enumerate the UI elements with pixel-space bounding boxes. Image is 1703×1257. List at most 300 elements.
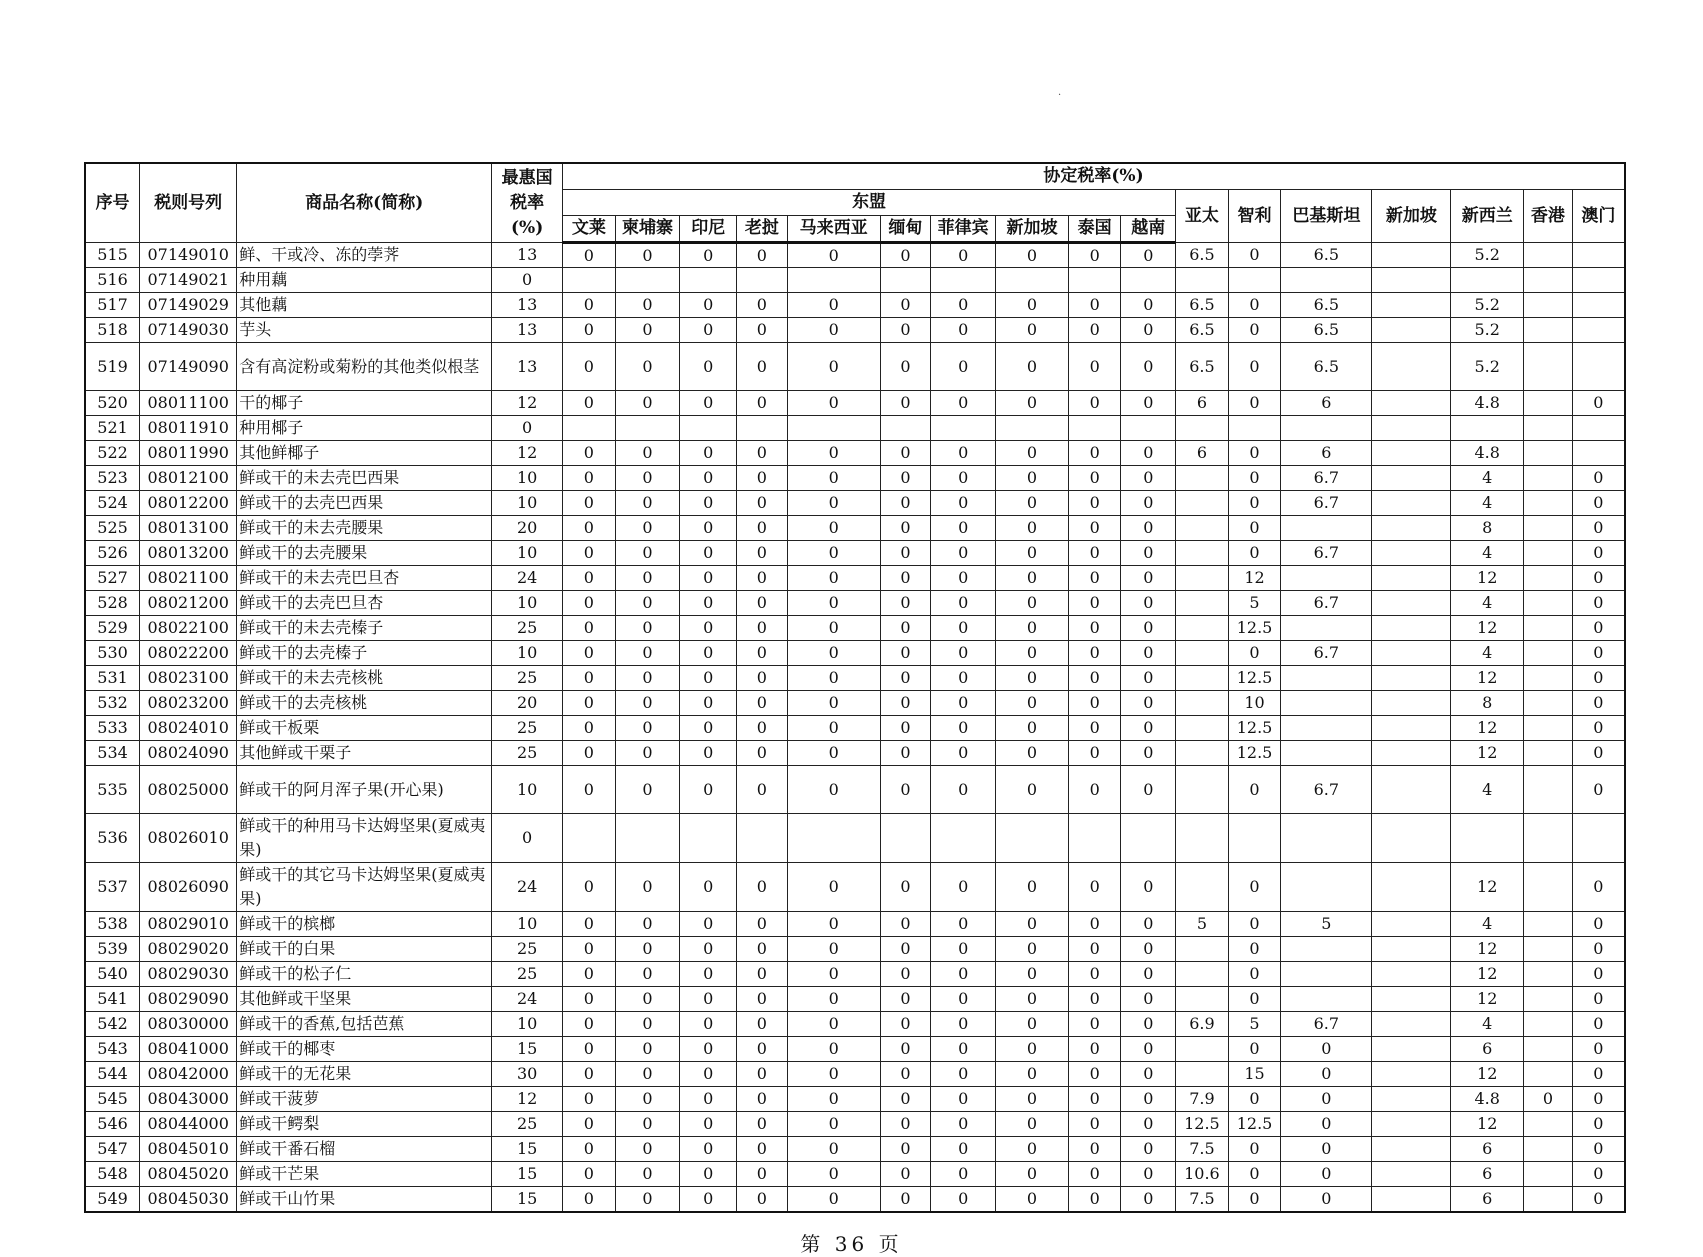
cell-seq: 540 — [85, 962, 140, 987]
cell-hk-rate — [1524, 268, 1573, 293]
cell-name: 鲜或干的松子仁 — [237, 962, 492, 987]
cell-asean-rate: 0 — [563, 566, 616, 591]
cell-singapore-rate — [1372, 516, 1451, 541]
cell-asean-rate: 0 — [615, 591, 680, 616]
cell-asean-rate: 0 — [1068, 1012, 1121, 1037]
cell-name: 其他鲜或干坚果 — [237, 987, 492, 1012]
cell-apta-rate — [1176, 268, 1229, 293]
table-row — [85, 741, 1625, 766]
cell-hk-rate — [1524, 641, 1573, 666]
cell-asean-rate: 0 — [880, 1187, 931, 1213]
cell-asean-rate: 0 — [996, 1137, 1069, 1162]
cell-asean-rate: 0 — [737, 962, 788, 987]
cell-mfn: 10 — [492, 1012, 563, 1037]
cell-asean-rate: 0 — [931, 1087, 996, 1112]
cell-asean-rate — [996, 416, 1069, 441]
cell-macau-rate: 0 — [1572, 716, 1625, 741]
cell-apta-rate: 12.5 — [1176, 1112, 1229, 1137]
cell-asean-rate: 0 — [880, 343, 931, 391]
cell-macau-rate: 0 — [1572, 541, 1625, 566]
cell-mfn: 0 — [492, 814, 563, 863]
cell-seq: 541 — [85, 987, 140, 1012]
cell-macau-rate: 0 — [1572, 691, 1625, 716]
cell-asean-rate: 0 — [680, 1187, 737, 1213]
cell-apta-rate — [1176, 591, 1229, 616]
cell-asean-rate: 0 — [1068, 766, 1121, 814]
cell-chile-rate: 0 — [1228, 441, 1281, 466]
cell-macau-rate: 0 — [1572, 1037, 1625, 1062]
cell-asean-rate: 0 — [1121, 666, 1176, 691]
cell-asean-rate: 0 — [680, 1012, 737, 1037]
cell-asean-rate: 0 — [1068, 541, 1121, 566]
table-row — [85, 343, 1625, 391]
cell-asean-rate: 0 — [1121, 1037, 1176, 1062]
cell-name: 鲜或干的种用马卡达姆坚果(夏威夷果) — [237, 814, 492, 863]
cell-asean-rate: 0 — [1068, 566, 1121, 591]
cell-code: 08045010 — [140, 1137, 237, 1162]
cell-asean-rate: 0 — [996, 1037, 1069, 1062]
cell-asean-rate: 0 — [680, 641, 737, 666]
cell-asean-rate: 0 — [615, 343, 680, 391]
cell-asean-rate: 0 — [931, 691, 996, 716]
cell-macau-rate: 0 — [1572, 987, 1625, 1012]
table-header — [85, 163, 1625, 243]
table-row — [85, 912, 1625, 937]
cell-asean-rate: 0 — [563, 987, 616, 1012]
cell-nz-rate — [1451, 268, 1524, 293]
cell-mfn: 20 — [492, 516, 563, 541]
cell-pakistan-rate: 0 — [1281, 1137, 1372, 1162]
cell-code: 08029090 — [140, 987, 237, 1012]
cell-seq: 523 — [85, 466, 140, 491]
cell-asean-rate: 0 — [880, 591, 931, 616]
cell-asean-rate: 0 — [1068, 691, 1121, 716]
cell-asean-rate: 0 — [1068, 466, 1121, 491]
table-row — [85, 691, 1625, 716]
cell-name: 其他鲜椰子 — [237, 441, 492, 466]
cell-apta-rate: 6.9 — [1176, 1012, 1229, 1037]
cell-seq: 534 — [85, 741, 140, 766]
cell-asean-rate: 0 — [680, 741, 737, 766]
cell-asean-rate: 0 — [787, 441, 880, 466]
cell-asean-rate: 0 — [563, 243, 616, 268]
cell-asean-rate: 0 — [680, 516, 737, 541]
cell-code: 08025000 — [140, 766, 237, 814]
cell-asean-rate: 0 — [615, 441, 680, 466]
cell-asean-rate: 0 — [787, 1012, 880, 1037]
cell-asean-rate: 0 — [615, 1137, 680, 1162]
cell-mfn: 12 — [492, 391, 563, 416]
table-row — [85, 863, 1625, 912]
header-myanmar: 缅甸 — [880, 216, 931, 243]
table-row — [85, 1162, 1625, 1187]
cell-hk-rate — [1524, 1187, 1573, 1213]
cell-macau-rate — [1572, 441, 1625, 466]
cell-pakistan-rate: 6.7 — [1281, 491, 1372, 516]
cell-asean-rate: 0 — [563, 1037, 616, 1062]
cell-name: 种用椰子 — [237, 416, 492, 441]
cell-asean-rate: 0 — [680, 962, 737, 987]
cell-asean-rate — [563, 268, 616, 293]
cell-seq: 532 — [85, 691, 140, 716]
cell-chile-rate: 0 — [1228, 1087, 1281, 1112]
cell-asean-rate — [615, 416, 680, 441]
cell-apta-rate: 6.5 — [1176, 293, 1229, 318]
cell-asean-rate: 0 — [1068, 912, 1121, 937]
cell-asean-rate: 0 — [880, 962, 931, 987]
cell-apta-rate: 5 — [1176, 912, 1229, 937]
cell-nz-rate: 4 — [1451, 591, 1524, 616]
cell-asean-rate: 0 — [996, 1112, 1069, 1137]
cell-chile-rate: 0 — [1228, 343, 1281, 391]
cell-macau-rate — [1572, 416, 1625, 441]
cell-asean-rate: 0 — [931, 1037, 996, 1062]
cell-asean-rate: 0 — [1121, 691, 1176, 716]
cell-asean-rate: 0 — [787, 691, 880, 716]
cell-asean-rate: 0 — [1068, 1187, 1121, 1213]
cell-asean-rate: 0 — [737, 1112, 788, 1137]
cell-pakistan-rate: 6.7 — [1281, 1012, 1372, 1037]
cell-name: 鲜或干的无花果 — [237, 1062, 492, 1087]
cell-mfn: 24 — [492, 863, 563, 912]
cell-asean-rate: 0 — [996, 1062, 1069, 1087]
cell-asean-rate: 0 — [880, 1037, 931, 1062]
cell-asean-rate: 0 — [680, 616, 737, 641]
cell-macau-rate: 0 — [1572, 1162, 1625, 1187]
cell-asean-rate: 0 — [615, 1087, 680, 1112]
cell-asean-rate: 0 — [737, 937, 788, 962]
cell-asean-rate: 0 — [680, 863, 737, 912]
cell-asean-rate: 0 — [1068, 741, 1121, 766]
cell-seq: 520 — [85, 391, 140, 416]
cell-nz-rate: 12 — [1451, 962, 1524, 987]
cell-pakistan-rate — [1281, 814, 1372, 863]
cell-asean-rate: 0 — [615, 962, 680, 987]
cell-pakistan-rate — [1281, 616, 1372, 641]
cell-nz-rate: 12 — [1451, 616, 1524, 641]
cell-asean-rate: 0 — [680, 566, 737, 591]
cell-asean-rate: 0 — [787, 741, 880, 766]
cell-asean-rate: 0 — [615, 243, 680, 268]
table-row — [85, 243, 1625, 268]
cell-macau-rate: 0 — [1572, 766, 1625, 814]
cell-code: 07149021 — [140, 268, 237, 293]
cell-asean-rate — [615, 268, 680, 293]
table-row — [85, 666, 1625, 691]
cell-asean-rate: 0 — [615, 466, 680, 491]
cell-nz-rate — [1451, 814, 1524, 863]
cell-mfn: 13 — [492, 343, 563, 391]
cell-code: 08044000 — [140, 1112, 237, 1137]
cell-mfn: 12 — [492, 441, 563, 466]
cell-asean-rate: 0 — [787, 318, 880, 343]
cell-asean-rate: 0 — [787, 1137, 880, 1162]
cell-asean-rate: 0 — [1121, 591, 1176, 616]
cell-asean-rate — [931, 814, 996, 863]
cell-pakistan-rate: 6.5 — [1281, 318, 1372, 343]
cell-name: 鲜、干或冷、冻的荸荠 — [237, 243, 492, 268]
cell-asean-rate: 0 — [1068, 1087, 1121, 1112]
cell-mfn: 10 — [492, 491, 563, 516]
cell-pakistan-rate: 6.7 — [1281, 766, 1372, 814]
cell-macau-rate — [1572, 268, 1625, 293]
cell-asean-rate: 0 — [563, 491, 616, 516]
table-row — [85, 441, 1625, 466]
cell-name: 鲜或干的槟榔 — [237, 912, 492, 937]
cell-apta-rate — [1176, 491, 1229, 516]
cell-asean-rate: 0 — [787, 343, 880, 391]
cell-asean-rate: 0 — [563, 937, 616, 962]
cell-hk-rate — [1524, 1062, 1573, 1087]
cell-asean-rate: 0 — [615, 716, 680, 741]
cell-asean-rate: 0 — [787, 391, 880, 416]
cell-asean-rate: 0 — [931, 716, 996, 741]
cell-asean-rate: 0 — [880, 391, 931, 416]
cell-asean-rate: 0 — [563, 741, 616, 766]
cell-chile-rate: 0 — [1228, 243, 1281, 268]
cell-nz-rate: 6 — [1451, 1187, 1524, 1213]
cell-asean-rate: 0 — [931, 766, 996, 814]
cell-seq: 516 — [85, 268, 140, 293]
cell-pakistan-rate: 6.5 — [1281, 293, 1372, 318]
cell-asean-rate: 0 — [1068, 616, 1121, 641]
table-row — [85, 466, 1625, 491]
cell-mfn: 15 — [492, 1137, 563, 1162]
cell-macau-rate: 0 — [1572, 666, 1625, 691]
cell-asean-rate: 0 — [880, 1137, 931, 1162]
cell-asean-rate: 0 — [563, 391, 616, 416]
cell-name: 鲜或干鳄梨 — [237, 1112, 492, 1137]
table-row — [85, 1062, 1625, 1087]
table-row — [85, 541, 1625, 566]
cell-seq: 538 — [85, 912, 140, 937]
cell-asean-rate — [787, 268, 880, 293]
cell-mfn: 15 — [492, 1162, 563, 1187]
cell-asean-rate: 0 — [996, 1012, 1069, 1037]
cell-asean-rate: 0 — [787, 516, 880, 541]
table-row — [85, 766, 1625, 814]
scan-speck: · — [1058, 90, 1062, 101]
cell-asean-rate: 0 — [1068, 1112, 1121, 1137]
cell-asean-rate: 0 — [680, 343, 737, 391]
cell-asean-rate: 0 — [615, 516, 680, 541]
cell-nz-rate: 12 — [1451, 741, 1524, 766]
cell-singapore-rate — [1372, 691, 1451, 716]
cell-mfn: 15 — [492, 1187, 563, 1213]
cell-singapore-rate — [1372, 1037, 1451, 1062]
cell-asean-rate: 0 — [680, 766, 737, 814]
cell-asean-rate: 0 — [737, 1037, 788, 1062]
cell-mfn: 25 — [492, 937, 563, 962]
cell-asean-rate: 0 — [615, 1112, 680, 1137]
cell-macau-rate: 0 — [1572, 863, 1625, 912]
cell-mfn: 13 — [492, 293, 563, 318]
cell-asean-rate: 0 — [996, 666, 1069, 691]
cell-singapore-rate — [1372, 1112, 1451, 1137]
cell-nz-rate: 12 — [1451, 937, 1524, 962]
cell-mfn: 20 — [492, 691, 563, 716]
cell-name: 鲜或干的香蕉,包括芭蕉 — [237, 1012, 492, 1037]
cell-code: 08023100 — [140, 666, 237, 691]
cell-asean-rate: 0 — [1121, 766, 1176, 814]
cell-asean-rate — [880, 814, 931, 863]
cell-asean-rate: 0 — [996, 741, 1069, 766]
tariff-table — [84, 162, 1626, 1213]
cell-asean-rate: 0 — [880, 912, 931, 937]
table-row — [85, 1087, 1625, 1112]
cell-asean-rate: 0 — [680, 1062, 737, 1087]
cell-pakistan-rate: 0 — [1281, 1087, 1372, 1112]
cell-code: 08026090 — [140, 863, 237, 912]
cell-asean-rate: 0 — [880, 293, 931, 318]
cell-pakistan-rate: 6 — [1281, 391, 1372, 416]
cell-chile-rate — [1228, 814, 1281, 863]
cell-code: 08043000 — [140, 1087, 237, 1112]
cell-seq: 519 — [85, 343, 140, 391]
cell-apta-rate: 7.5 — [1176, 1137, 1229, 1162]
cell-apta-rate — [1176, 962, 1229, 987]
header-code: 税则号列 — [140, 163, 237, 243]
cell-asean-rate: 0 — [996, 541, 1069, 566]
cell-asean-rate: 0 — [931, 318, 996, 343]
header-philippines: 菲律宾 — [931, 216, 996, 243]
cell-macau-rate: 0 — [1572, 566, 1625, 591]
cell-macau-rate: 0 — [1572, 1012, 1625, 1037]
cell-name: 种用藕 — [237, 268, 492, 293]
cell-name: 鲜或干的白果 — [237, 937, 492, 962]
cell-chile-rate — [1228, 268, 1281, 293]
cell-apta-rate — [1176, 616, 1229, 641]
cell-asean-rate: 0 — [931, 863, 996, 912]
cell-singapore-rate — [1372, 814, 1451, 863]
cell-asean-rate: 0 — [931, 1112, 996, 1137]
cell-seq: 546 — [85, 1112, 140, 1137]
cell-asean-rate: 0 — [787, 591, 880, 616]
cell-hk-rate — [1524, 814, 1573, 863]
cell-hk-rate — [1524, 1037, 1573, 1062]
cell-pakistan-rate — [1281, 268, 1372, 293]
cell-pakistan-rate: 6.7 — [1281, 591, 1372, 616]
cell-macau-rate: 0 — [1572, 391, 1625, 416]
cell-asean-rate: 0 — [1121, 541, 1176, 566]
cell-asean-rate: 0 — [1121, 1062, 1176, 1087]
cell-nz-rate: 4 — [1451, 912, 1524, 937]
cell-nz-rate: 6 — [1451, 1037, 1524, 1062]
cell-seq: 515 — [85, 243, 140, 268]
cell-seq: 524 — [85, 491, 140, 516]
cell-name: 其他鲜或干栗子 — [237, 741, 492, 766]
cell-code: 07149030 — [140, 318, 237, 343]
cell-apta-rate — [1176, 716, 1229, 741]
cell-asean-rate: 0 — [563, 641, 616, 666]
cell-asean-rate: 0 — [563, 591, 616, 616]
cell-asean-rate: 0 — [787, 666, 880, 691]
cell-seq: 549 — [85, 1187, 140, 1213]
cell-asean-rate — [931, 268, 996, 293]
cell-asean-rate: 0 — [996, 591, 1069, 616]
cell-hk-rate — [1524, 1162, 1573, 1187]
cell-asean-rate: 0 — [1068, 343, 1121, 391]
cell-asean-rate — [787, 814, 880, 863]
cell-name: 鲜或干的未去壳榛子 — [237, 616, 492, 641]
cell-asean-rate: 0 — [737, 863, 788, 912]
cell-mfn: 15 — [492, 1037, 563, 1062]
cell-asean-rate: 0 — [563, 1012, 616, 1037]
cell-apta-rate — [1176, 516, 1229, 541]
header-newzealand: 新西兰 — [1451, 190, 1524, 243]
cell-apta-rate: 6.5 — [1176, 318, 1229, 343]
cell-asean-rate: 0 — [996, 691, 1069, 716]
cell-asean-rate: 0 — [931, 243, 996, 268]
cell-singapore-rate — [1372, 987, 1451, 1012]
cell-chile-rate: 0 — [1228, 466, 1281, 491]
cell-asean-rate: 0 — [880, 691, 931, 716]
cell-asean-rate: 0 — [563, 766, 616, 814]
cell-code: 07149010 — [140, 243, 237, 268]
cell-chile-rate: 0 — [1228, 541, 1281, 566]
header-indonesia: 印尼 — [680, 216, 737, 243]
table-row — [85, 641, 1625, 666]
cell-asean-rate: 0 — [996, 391, 1069, 416]
table-row — [85, 391, 1625, 416]
cell-asean-rate: 0 — [996, 912, 1069, 937]
cell-asean-rate — [787, 416, 880, 441]
table-body — [85, 243, 1625, 1213]
cell-singapore-rate — [1372, 912, 1451, 937]
cell-asean-rate: 0 — [737, 912, 788, 937]
cell-hk-rate — [1524, 691, 1573, 716]
cell-apta-rate: 10.6 — [1176, 1162, 1229, 1187]
cell-nz-rate: 6 — [1451, 1137, 1524, 1162]
cell-asean-rate: 0 — [787, 541, 880, 566]
cell-macau-rate: 0 — [1572, 491, 1625, 516]
cell-singapore-rate — [1372, 863, 1451, 912]
cell-asean-rate: 0 — [996, 616, 1069, 641]
cell-asean-rate: 0 — [787, 937, 880, 962]
cell-asean-rate: 0 — [880, 318, 931, 343]
cell-apta-rate — [1176, 814, 1229, 863]
cell-asean-rate: 0 — [563, 541, 616, 566]
cell-nz-rate: 5.2 — [1451, 293, 1524, 318]
cell-asean-rate — [1068, 814, 1121, 863]
cell-nz-rate: 12 — [1451, 863, 1524, 912]
cell-code: 08022100 — [140, 616, 237, 641]
cell-asean-rate: 0 — [1121, 937, 1176, 962]
cell-asean-rate: 0 — [1121, 1137, 1176, 1162]
cell-name: 干的椰子 — [237, 391, 492, 416]
cell-singapore-rate — [1372, 741, 1451, 766]
cell-name: 鲜或干菠萝 — [237, 1087, 492, 1112]
cell-asean-rate: 0 — [996, 1162, 1069, 1187]
cell-nz-rate: 8 — [1451, 516, 1524, 541]
cell-seq: 518 — [85, 318, 140, 343]
cell-asean-rate: 0 — [880, 1062, 931, 1087]
cell-seq: 533 — [85, 716, 140, 741]
table-row — [85, 937, 1625, 962]
cell-asean-rate: 0 — [737, 741, 788, 766]
cell-mfn: 0 — [492, 268, 563, 293]
cell-asean-rate: 0 — [1121, 1087, 1176, 1112]
cell-pakistan-rate — [1281, 962, 1372, 987]
cell-asean-rate: 0 — [931, 293, 996, 318]
cell-asean-rate: 0 — [880, 863, 931, 912]
cell-seq: 530 — [85, 641, 140, 666]
table-row — [85, 416, 1625, 441]
cell-asean-rate: 0 — [1121, 343, 1176, 391]
cell-macau-rate: 0 — [1572, 591, 1625, 616]
cell-asean-rate: 0 — [996, 491, 1069, 516]
cell-chile-rate: 0 — [1228, 766, 1281, 814]
